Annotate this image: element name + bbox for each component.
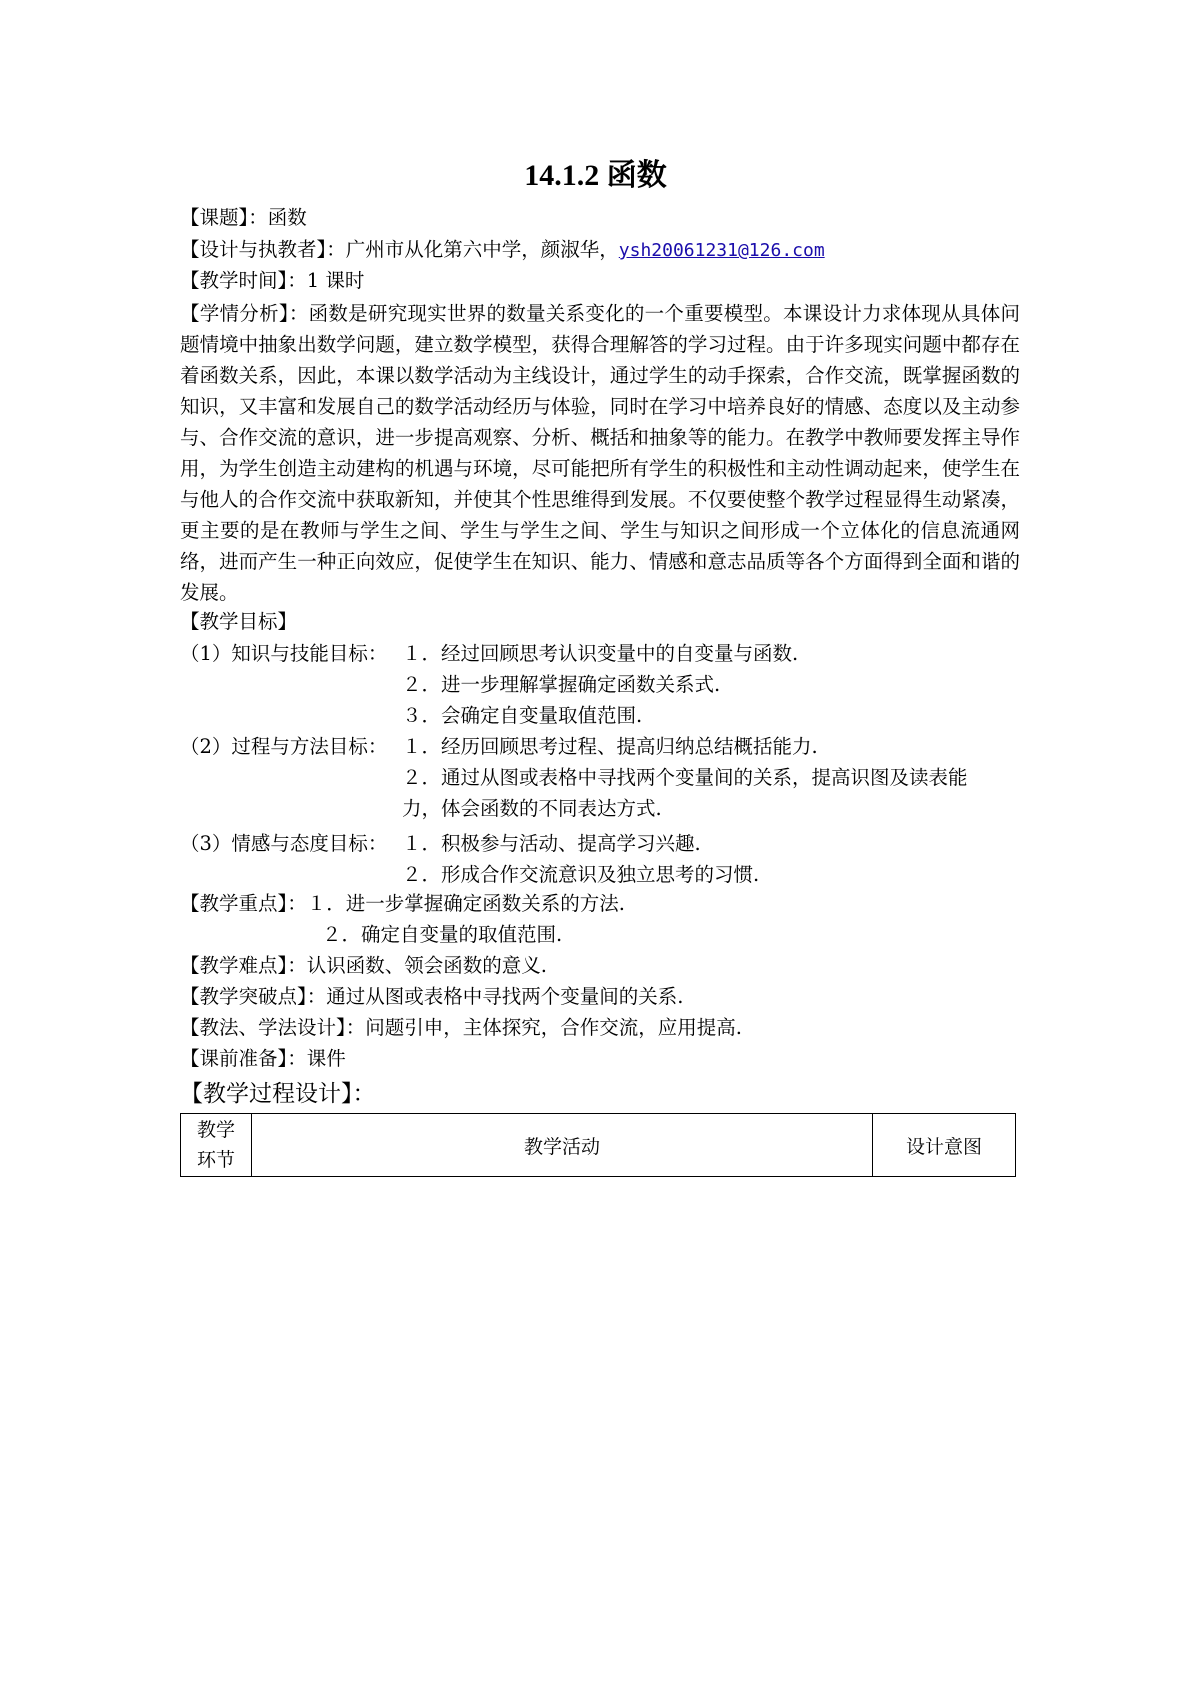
- teaching-time-line: 【教学时间】：1 课时: [180, 269, 365, 292]
- difficulty-line: 【教学难点】：认识函数、领会函数的意义.: [180, 954, 547, 977]
- process-goal-2: ２．通过从图或表格中寻找两个变量间的关系，提高识图及读表能 力，体会函数的不同表达方式.: [402, 766, 1007, 820]
- header-stage-line-1: 教学: [196, 1119, 235, 1141]
- email-link[interactable]: ysh20061231@126.com: [618, 240, 825, 261]
- header-stage-line-2: 环节: [196, 1149, 235, 1171]
- designer-text: 【设计与执教者】：广州市从化第六中学，颜淑华，: [180, 238, 619, 261]
- designer-line: [180, 235, 825, 266]
- analysis-paragraph: 【学情分析】：函数是研究现实世界的数量关系变化的一个重要模型。本课设计力求体现从具体问题情境中抽象出数学问题，建立数学模型，获得合理解答的学习过程。由于许多现实问题中都存在着函数关系，因此，本课以数学活动为主线设计，通过学生的动手探索，合作交流，既掌握函数的知识，又丰富和发展自己的数学活动经历与体验，同时在学习中培养良好的情感、态度以及主动参与、合作交流的意识，进一步提高观察、分析、概括和抽象等的能力。在教学中教师要发挥主导作用，为学生创造主动建构的机遇与环境，尽可能把所有学生的积极性和主动性调动起来，使学生在与他人的合作交流中获取新知，并使其个性思维得到发展。不仅要使整个教学过程显得生动紧凑，更主要的是在教师与学生之间、学生与学生之间、学生与知识之间形成一个立体化的信息流通网络，进而产生一种正向效应，促使学生在知识、能力、情感和意志品质等各个方面得到全面和谐的发展。: [180, 302, 1020, 604]
- goals-heading: 【教学目标】: [180, 610, 298, 633]
- preparation-line: 【课前准备】：课件: [180, 1047, 346, 1070]
- header-intent: 设计意图: [873, 1114, 1016, 1177]
- process-goal-1: １．经历回顾思考过程、提高归纳总结概括能力.: [402, 735, 818, 758]
- knowledge-goal-label: （1）知识与技能目标：: [180, 642, 388, 665]
- breakthrough-line: 【教学突破点】：通过从图或表格中寻找两个变量间的关系.: [180, 985, 684, 1008]
- process-design-heading: 【教学过程设计】：: [180, 1081, 376, 1107]
- emotion-goal-2: ２．形成合作交流意识及独立思考的习惯.: [402, 863, 760, 886]
- methods-line: 【教法、学法设计】：问题引申，主体探究，合作交流，应用提高.: [180, 1016, 742, 1039]
- knowledge-goal-3: ３．会确定自变量取值范围.: [402, 704, 643, 727]
- topic-line: 【课题】：函数: [180, 206, 307, 229]
- emotion-goal-1: １．积极参与活动、提高学习兴趣.: [402, 832, 701, 855]
- process-goal-label: （2）过程与方法目标：: [180, 735, 388, 758]
- knowledge-goal-2: ２．进一步理解掌握确定函数关系式.: [402, 673, 721, 696]
- emotion-goal-label: （3）情感与态度目标：: [180, 832, 388, 855]
- page-title: 14.1.2 函数: [524, 159, 667, 192]
- header-activity: 教学活动: [252, 1114, 873, 1177]
- header-stage: [181, 1114, 252, 1177]
- table-header-row: [181, 1114, 1016, 1177]
- key-points-line-2: ２．确定自变量的取值范围.: [322, 923, 563, 946]
- process-table: [180, 1113, 1016, 1177]
- knowledge-goal-1: １．经过回顾思考认识变量中的自变量与函数.: [402, 642, 799, 665]
- key-points-line-1: 【教学重点】：１．进一步掌握确定函数关系的方法.: [180, 892, 625, 915]
